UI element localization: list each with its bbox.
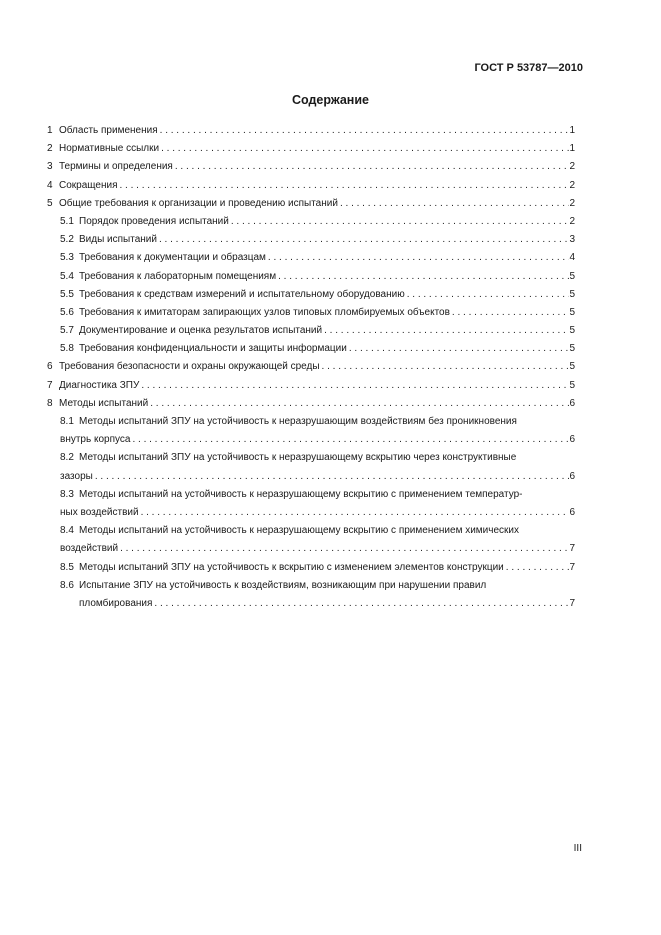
toc-entry-title: Документирование и оценка результатов испытаний [79, 325, 323, 337]
toc-entry-title: Порядок проведения испытаний [79, 215, 229, 227]
toc-entry-page: 7 [569, 561, 575, 573]
toc-entry-page: 5 [569, 288, 575, 300]
toc-entry-8-6[interactable] [47, 577, 575, 613]
toc-entry-page: 2 [569, 215, 575, 227]
toc-entry-5-7[interactable] [47, 322, 575, 340]
toc-entry-page: 5 [569, 343, 575, 355]
table-of-contents [47, 122, 575, 613]
toc-entry-title-line1: Методы испытаний на устойчивость к неразрушающему вскрытию с применением химических [79, 525, 520, 537]
leader-dots [320, 358, 570, 376]
leader-dots [276, 268, 569, 286]
toc-entry-title-line1: Методы испытаний на устойчивость к неразрушающему вскрытию с применением температур- [79, 488, 523, 500]
toc-entry-number: 5.2 [60, 234, 74, 246]
toc-entry-page: 1 [569, 125, 575, 136]
toc-entry-page: 4 [569, 252, 575, 264]
toc-entry-number: 4 [47, 179, 53, 191]
leader-dots [450, 304, 570, 322]
toc-entry-title-line2: зазоры [60, 470, 93, 482]
toc-entry-title: Общие требования к организации и проведению испытаний [59, 197, 338, 209]
toc-entry-title: Требования к средствам измерений и испытательному оборудованию [79, 288, 405, 300]
toc-entry-title: Виды испытаний [79, 234, 157, 246]
toc-entry-4[interactable] [47, 177, 575, 195]
toc-entry-8-4[interactable] [47, 522, 575, 558]
toc-entry-page: 1 [569, 143, 575, 155]
toc-entry-number: 7 [47, 379, 53, 391]
toc-entry-number: 8 [47, 397, 53, 409]
toc-entry-1[interactable] [47, 122, 575, 140]
leader-dots [504, 559, 570, 577]
toc-entry-number: 5.3 [60, 252, 74, 264]
toc-entry-title-line1: Методы испытаний ЗПУ на устойчивость к неразрушающим воздействиям без проникновения [79, 416, 517, 427]
toc-entry-number: 5.4 [60, 270, 74, 282]
toc-entry-5-1[interactable] [47, 213, 575, 231]
leader-dots [173, 158, 570, 176]
toc-entry-8-1[interactable] [47, 413, 575, 449]
toc-entry-page: 5 [569, 306, 575, 318]
toc-entry-title: Нормативные ссылки [59, 143, 160, 155]
toc-entry-number: 8.1 [60, 416, 74, 427]
toc-entry-page: 2 [569, 161, 575, 173]
toc-entry-title-line2: внутрь корпуса [60, 434, 131, 446]
toc-entry-page: 6 [569, 470, 575, 482]
leader-dots [229, 213, 570, 231]
toc-entry-page: 6 [569, 397, 575, 409]
toc-entry-title-line1: Методы испытаний ЗПУ на устойчивость к неразрушающему вскрытию через конструктивные [79, 452, 517, 464]
toc-entry-number: 8.2 [60, 452, 74, 464]
page-title: Содержание [291, 93, 369, 107]
toc-entry-8-5[interactable] [47, 559, 575, 577]
toc-entry-number: 6 [47, 361, 53, 373]
leader-dots [322, 322, 569, 340]
toc-entry-title: Термины и определения [59, 161, 173, 173]
toc-entry-number: 5 [47, 197, 53, 209]
leader-dots [130, 431, 569, 449]
toc-entry-page: 5 [569, 270, 575, 282]
toc-entry-title-line2: пломбирования [79, 598, 153, 610]
toc-entry-page: 6 [569, 507, 575, 519]
toc-entry-5-5[interactable] [47, 286, 575, 304]
toc-entry-5-6[interactable] [47, 304, 575, 322]
toc-entry-title: Требования безопасности и охраны окружающей среды [59, 361, 320, 373]
leader-dots [159, 140, 569, 158]
toc-entry-number: 3 [47, 161, 53, 173]
toc-entry-7[interactable] [47, 377, 575, 395]
leader-dots [266, 249, 570, 267]
toc-entry-title-line2: ных воздействий [60, 507, 139, 519]
toc-entry-3[interactable] [47, 158, 575, 176]
toc-entry-page: 5 [569, 361, 575, 373]
toc-entry-number: 8.3 [60, 488, 74, 500]
toc-entry-page: 6 [569, 434, 575, 446]
toc-entry-title: Методы испытаний [59, 397, 149, 409]
toc-entry-8-3[interactable] [47, 486, 575, 522]
toc-entry-page: 7 [569, 598, 575, 610]
toc-entry-number: 5.1 [60, 215, 74, 227]
page-number: III [573, 843, 582, 854]
toc-entry-title: Требования к лабораторным помещениям [79, 270, 277, 282]
leader-dots [152, 595, 569, 613]
toc-entry-title: Сокращения [59, 179, 118, 191]
toc-entry-number: 5.6 [60, 306, 74, 318]
toc-entry-5[interactable] [47, 195, 575, 213]
toc-entry-title: Требования к документации и образцам [79, 252, 266, 264]
toc-entry-number: 1 [47, 125, 53, 136]
leader-dots [405, 286, 570, 304]
toc-entry-title: Область применения [59, 125, 158, 136]
toc-entry-page: 5 [569, 379, 575, 391]
leader-dots [139, 504, 570, 522]
toc-entry-page: 7 [569, 543, 575, 555]
toc-entry-8-2[interactable] [47, 449, 575, 485]
leader-dots [117, 177, 569, 195]
toc-entry-number: 5.7 [60, 325, 74, 337]
toc-entry-title-line1: Испытание ЗПУ на устойчивость к воздействиям, возникающим при нарушении правил [79, 579, 487, 591]
leader-dots [118, 540, 569, 558]
toc-entry-number: 8.5 [60, 561, 74, 573]
leader-dots [158, 122, 570, 140]
toc-entry-5-8[interactable] [47, 340, 575, 358]
toc-entry-5-2[interactable] [47, 231, 575, 249]
toc-entry-number: 2 [47, 143, 53, 155]
toc-entry-title-line2: воздействий [60, 543, 119, 555]
leader-dots [157, 231, 569, 249]
toc-entry-page: 2 [569, 197, 575, 209]
leader-dots [139, 377, 569, 395]
document-id: ГОСТ Р 53787—2010 [474, 62, 583, 74]
toc-entry-page: 5 [569, 325, 575, 337]
toc-entry-6[interactable] [47, 358, 575, 376]
leader-dots [93, 468, 570, 486]
toc-entry-title: Требования конфиденциальности и защиты информации [79, 343, 347, 355]
toc-entry-5-4[interactable] [47, 268, 575, 286]
leader-dots [338, 195, 569, 213]
toc-entry-title: Требования к имитаторам запирающих узлов типовых пломбируемых объектов [79, 306, 450, 318]
toc-entry-number: 8.6 [60, 579, 74, 591]
toc-entry-title: Методы испытаний ЗПУ на устойчивость к вскрытию с изменением элементов конструкции [79, 561, 504, 573]
toc-entry-2[interactable] [47, 140, 575, 158]
toc-entry-page: 2 [569, 179, 575, 191]
toc-entry-title: Диагностика ЗПУ [59, 379, 140, 391]
toc-entry-number: 8.4 [60, 525, 74, 537]
leader-dots [148, 395, 569, 413]
toc-entry-page: 3 [569, 234, 575, 246]
leader-dots [347, 340, 570, 358]
toc-entry-number: 5.5 [60, 288, 74, 300]
toc-entry-number: 5.8 [60, 343, 74, 355]
toc-entry-8[interactable] [47, 395, 575, 413]
toc-entry-5-3[interactable] [47, 249, 575, 267]
